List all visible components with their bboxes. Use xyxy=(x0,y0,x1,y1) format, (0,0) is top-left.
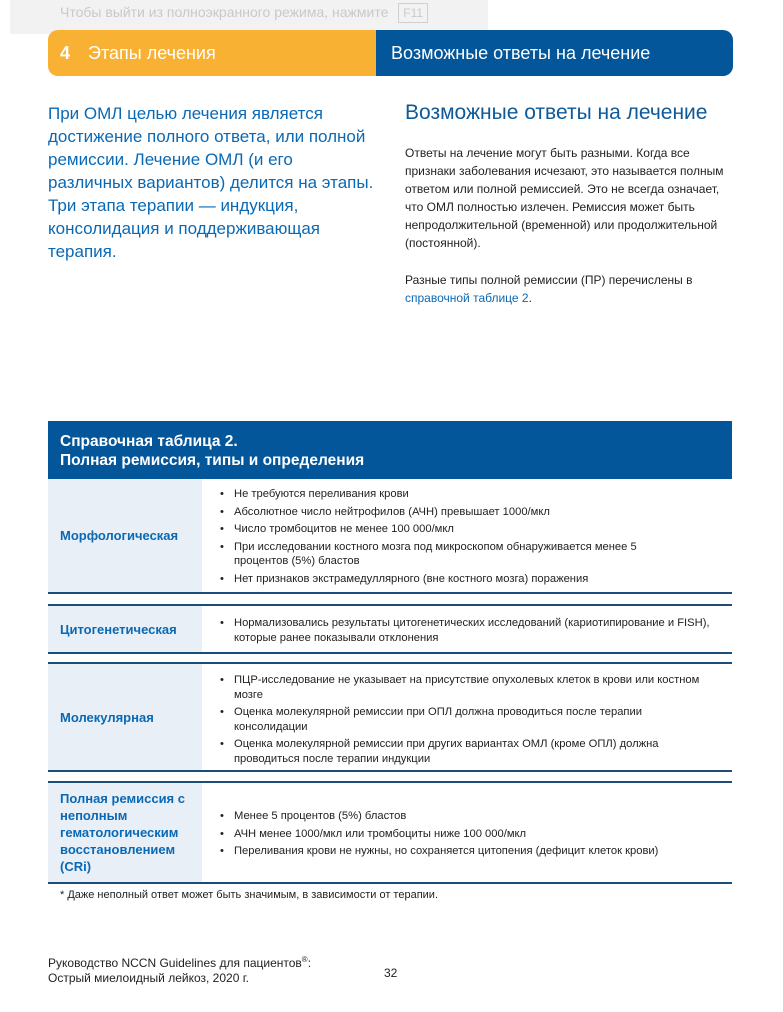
table-row-morphological xyxy=(48,479,732,594)
row-label: Молекулярная xyxy=(48,664,202,770)
paragraph-1: Ответы на лечение могут быть разными. Когда все признаки заболевания исчезают, это называется полным ответом или полной ремиссией. Это не всегда означает, что ОМЛ полностью излечен. Ремиссия может быть непродолжительной (временной) или продолжительной (постоянной). xyxy=(405,146,724,250)
fullscreen-banner-text: Чтобы выйти из полноэкранного режима, нажмите xyxy=(60,4,389,20)
list-item: • Переливания крови не нужны, но сохраняется цитопения (дефицит клеток крови) xyxy=(220,844,712,859)
page-number: 32 xyxy=(384,966,398,980)
right-column-body xyxy=(405,144,735,326)
page-header xyxy=(48,30,733,76)
list-item: • Оценка молекулярной ремиссии при ОПЛ должна проводиться после терапии консолидации xyxy=(220,705,712,734)
table-title-line1: Справочная таблица 2. xyxy=(60,433,238,450)
criteria-list xyxy=(220,673,712,769)
chapter-tab xyxy=(48,30,376,76)
list-item: • АЧН менее 1000/мкл или тромбоциты ниже 100 000/мкл xyxy=(220,827,712,842)
list-item: • Абсолютное число нейтрофилов (АЧН) превышает 1000/мкл xyxy=(220,505,712,520)
footer-line-2: Острый миелоидный лейкоз, 2020 г. xyxy=(48,971,249,985)
list-item: • Не требуются переливания крови xyxy=(220,487,712,502)
criteria-list xyxy=(220,616,712,648)
table-title-line2: Полная ремиссия, типы и определения xyxy=(60,452,365,469)
intro-text: При ОМЛ целью лечения является достижение полного ответа, или полной ремиссии. Лечение ОМЛ (и его различных вариантов) делится на этапы. Три этапа терапии — индукция, консолидация и поддерживающая терапия. xyxy=(48,104,374,261)
list-item: • Нормализовались результаты цитогенетических исследований (кариотипирование и FISH), которые ранее показывали отклонения xyxy=(220,616,712,645)
table-row-molecular xyxy=(48,662,732,772)
registered-mark: ® xyxy=(301,955,308,964)
chapter-number: 4 xyxy=(60,42,71,63)
criteria-list xyxy=(220,487,712,589)
fullscreen-exit-banner xyxy=(10,0,488,34)
section-title: Возможные ответы на лечение xyxy=(391,42,651,63)
paragraph-2-end: . xyxy=(528,291,532,305)
table-row-cri xyxy=(48,781,732,884)
f11-key-hint: F11 xyxy=(398,3,428,23)
page-footer xyxy=(48,952,311,986)
list-item: • Оценка молекулярной ремиссии при других вариантах ОМЛ (кроме ОПЛ) должна проводиться после терапии индукции xyxy=(220,737,712,766)
footer-line-1 xyxy=(48,952,311,971)
right-column-title: Возможные ответы на лечение xyxy=(405,101,708,124)
list-item: • Менее 5 процентов (5%) бластов xyxy=(220,809,712,824)
list-item: • Число тромбоцитов не менее 100 000/мкл xyxy=(220,522,712,537)
section-tab xyxy=(376,30,733,76)
chapter-title: Этапы лечения xyxy=(88,42,216,63)
criteria-list xyxy=(220,809,712,862)
footer-guide-title: Руководство NCCN Guidelines для пациентов xyxy=(48,956,302,970)
paragraph-2-text: Разные типы полной ремиссии (ПР) перечислены в xyxy=(405,273,693,287)
row-label: Цитогенетическая xyxy=(48,606,202,652)
table-row-cytogenetic xyxy=(48,604,732,654)
row-label: Морфологическая xyxy=(48,479,202,592)
table-footnote: * Даже неполный ответ может быть значимым, в зависимости от терапии. xyxy=(60,889,439,901)
list-item: • ПЦР-исследование не указывает на присутствие опухолевых клеток в крови или костном мозге xyxy=(220,673,712,702)
reference-table-link[interactable]: справочной таблице 2 xyxy=(405,291,529,305)
table-header xyxy=(48,421,732,479)
paragraph-2 xyxy=(405,271,735,307)
list-item: • При исследовании костного мозга под микроскопом обнаруживается менее 5 процентов (5%) бластов xyxy=(220,540,712,569)
row-label: Полная ремиссия с неполным гематологическим восстановлением (CRi) xyxy=(48,783,202,882)
list-item: • Нет признаков экстрамедуллярного (вне костного мозга) поражения xyxy=(220,572,712,587)
footer-colon: : xyxy=(307,956,312,970)
